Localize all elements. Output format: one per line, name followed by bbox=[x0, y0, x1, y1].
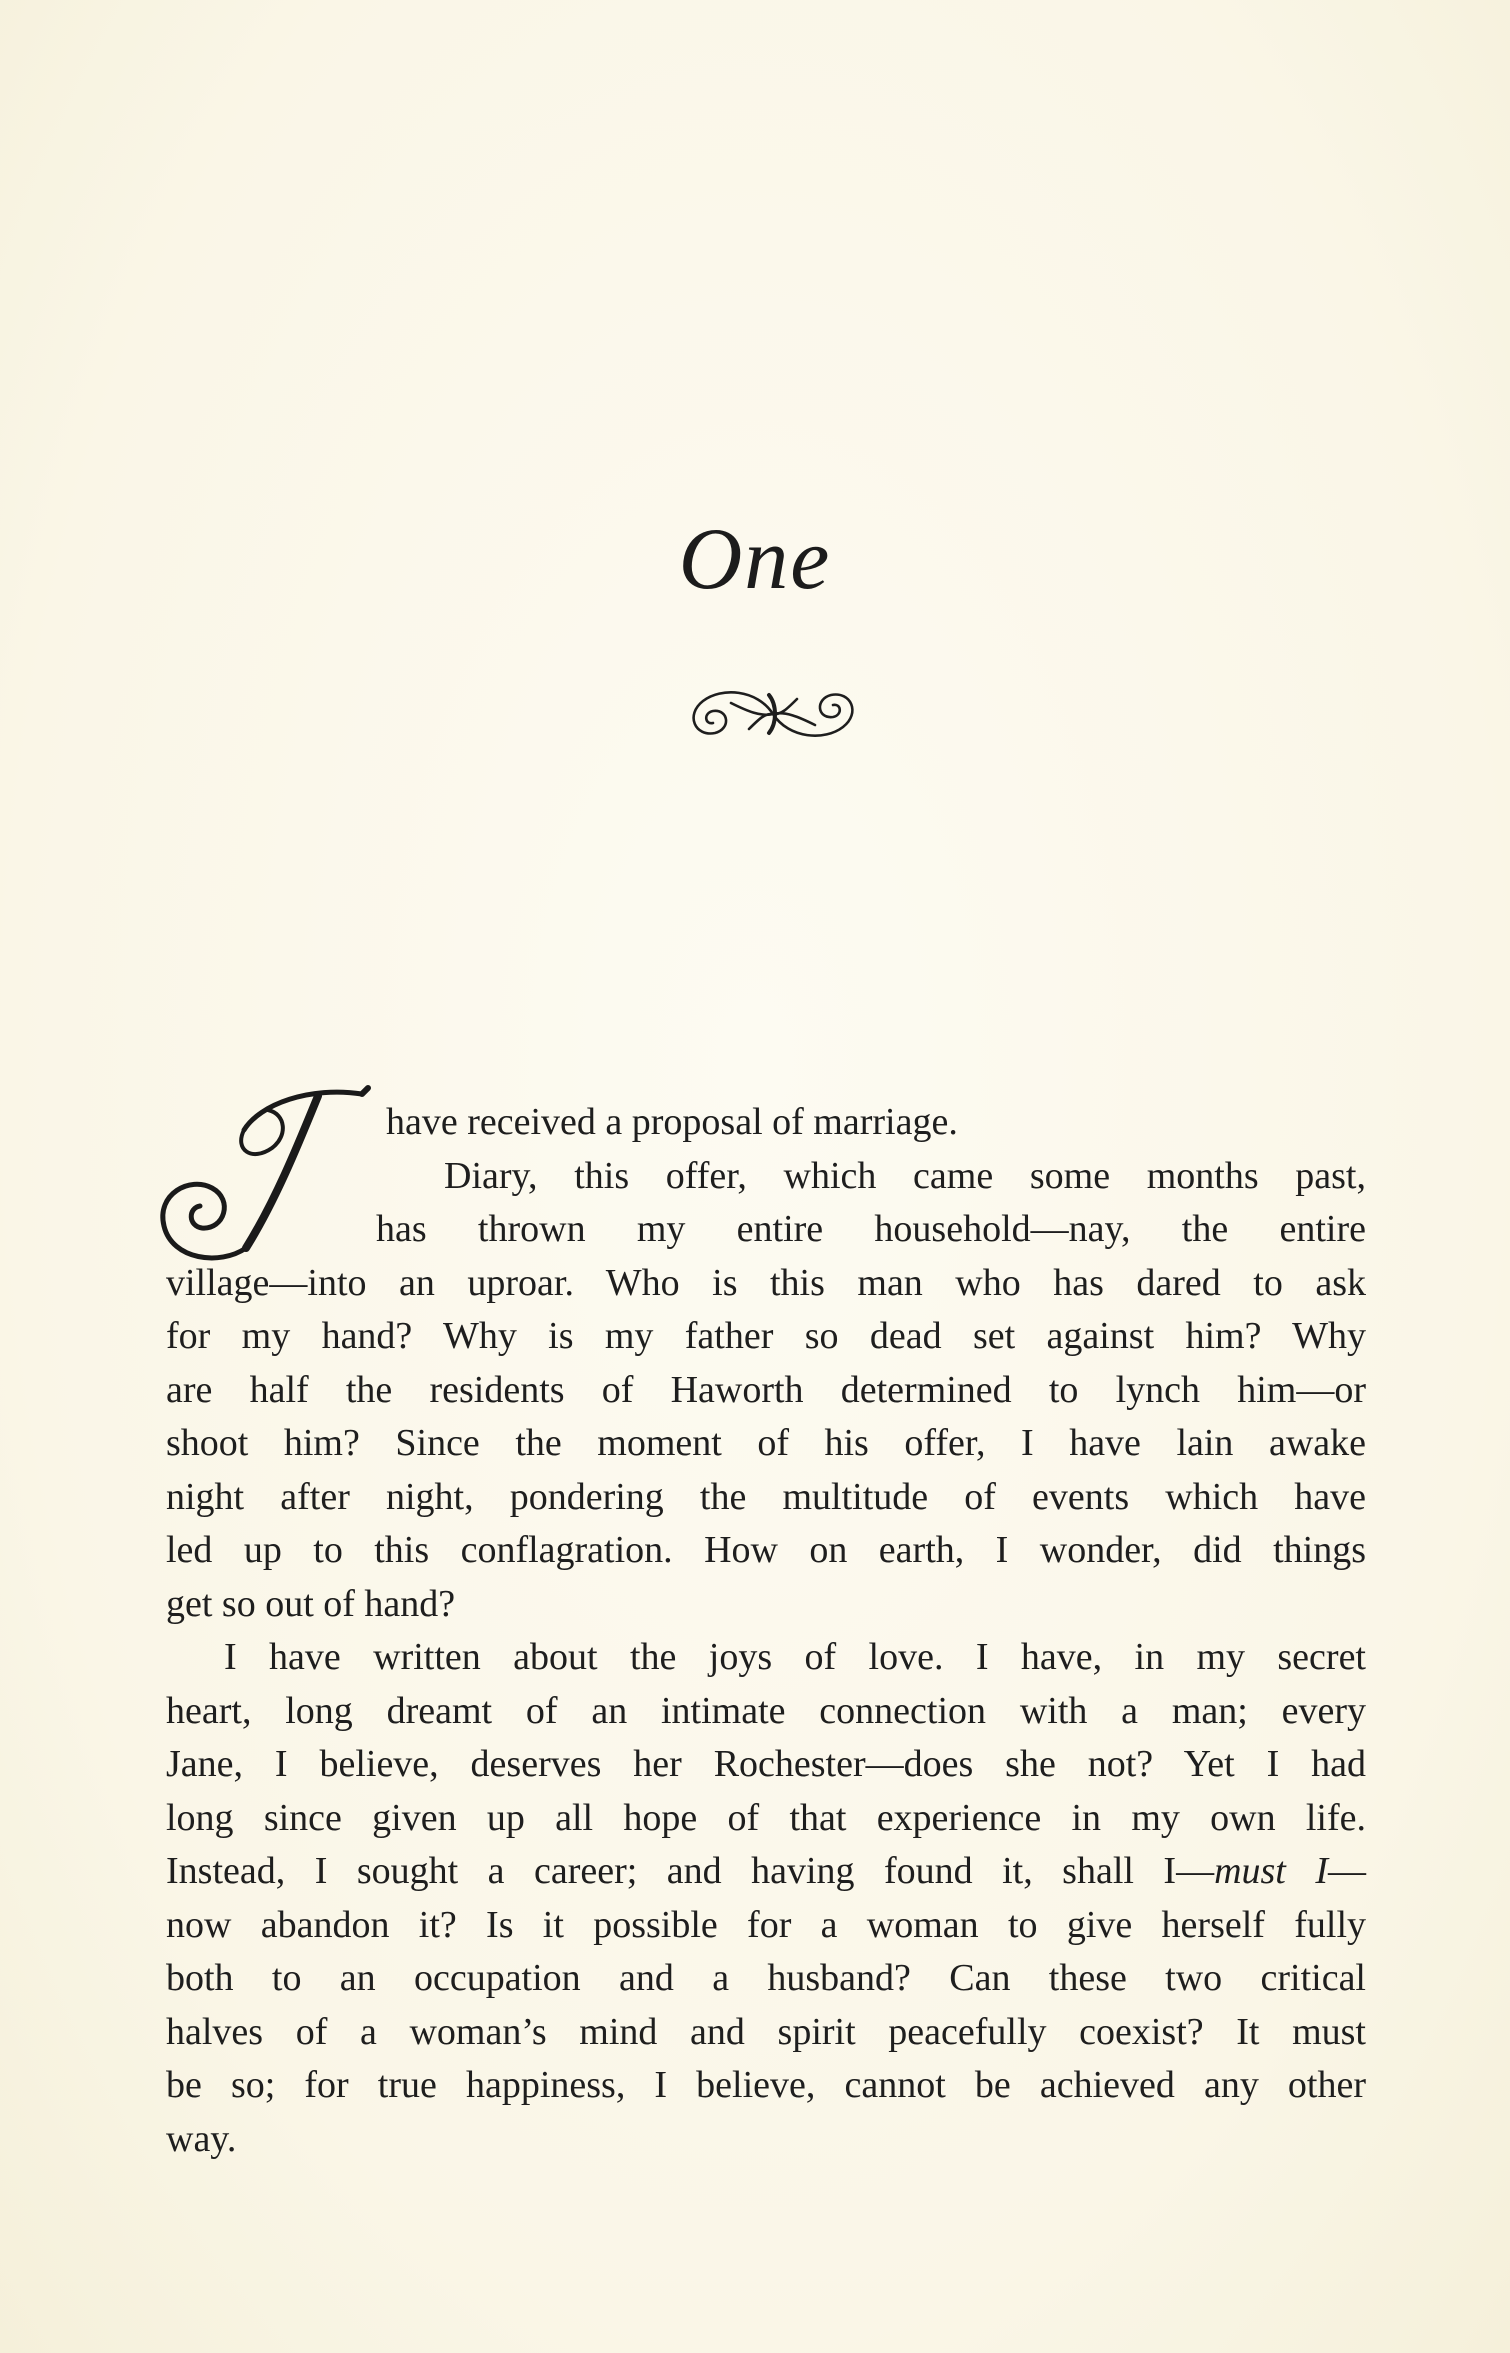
text-segment: — bbox=[1328, 1850, 1366, 1892]
text-line: now abandon it? Is it possible for a woman to give herself fully bbox=[166, 1903, 1366, 1946]
text-line bbox=[166, 1845, 1366, 1899]
flourish-ornament bbox=[673, 683, 873, 745]
text-line: long since given up all hope of that experience in my own life. bbox=[166, 1796, 1366, 1839]
text-line: Diary, this offer, which came some months past, bbox=[444, 1154, 1366, 1197]
chapter-title: One bbox=[678, 511, 832, 608]
text-line: shoot him? Since the moment of his offer, I have lain awake bbox=[166, 1422, 1366, 1464]
text-segment: Instead, I sought a career; and having found it, shall I— bbox=[166, 1850, 1215, 1892]
body-text bbox=[166, 1096, 1366, 2166]
text-line: halves of a woman’s mind and spirit peacefully coexist? It must bbox=[166, 2010, 1366, 2053]
text-line: night after night, pondering the multitude of events which have bbox=[166, 1475, 1366, 1518]
text-line: has thrown my entire household—nay, the entire bbox=[376, 1208, 1366, 1250]
text-line: both to an occupation and a husband? Can these two critical bbox=[166, 1957, 1366, 1999]
text-line: village—into an uproar. Who is this man who has dared to ask bbox=[166, 1261, 1366, 1304]
text-line: be so; for true happiness, I believe, cannot be achieved any other bbox=[166, 2064, 1366, 2106]
text-line: way. bbox=[166, 2117, 237, 2160]
text-line: I have written about the joys of love. I have, in my secret bbox=[224, 1636, 1366, 1678]
emphasis-text: must I bbox=[1214, 1850, 1328, 1892]
text-line: heart, long dreamt of an intimate connection with a man; every bbox=[166, 1689, 1366, 1732]
text-line: are half the residents of Haworth determined to lynch him—or bbox=[166, 1368, 1366, 1411]
text-line: get so out of hand? bbox=[166, 1582, 456, 1625]
text-line: led up to this conflagration. How on earth, I wonder, did things bbox=[166, 1529, 1366, 1571]
text-line: for my hand? Why is my father so dead set against him? Why bbox=[166, 1315, 1366, 1357]
text-line: have received a proposal of marriage. bbox=[386, 1101, 958, 1143]
text-line: Jane, I believe, deserves her Rochester—does she not? Yet I had bbox=[166, 1743, 1366, 1785]
